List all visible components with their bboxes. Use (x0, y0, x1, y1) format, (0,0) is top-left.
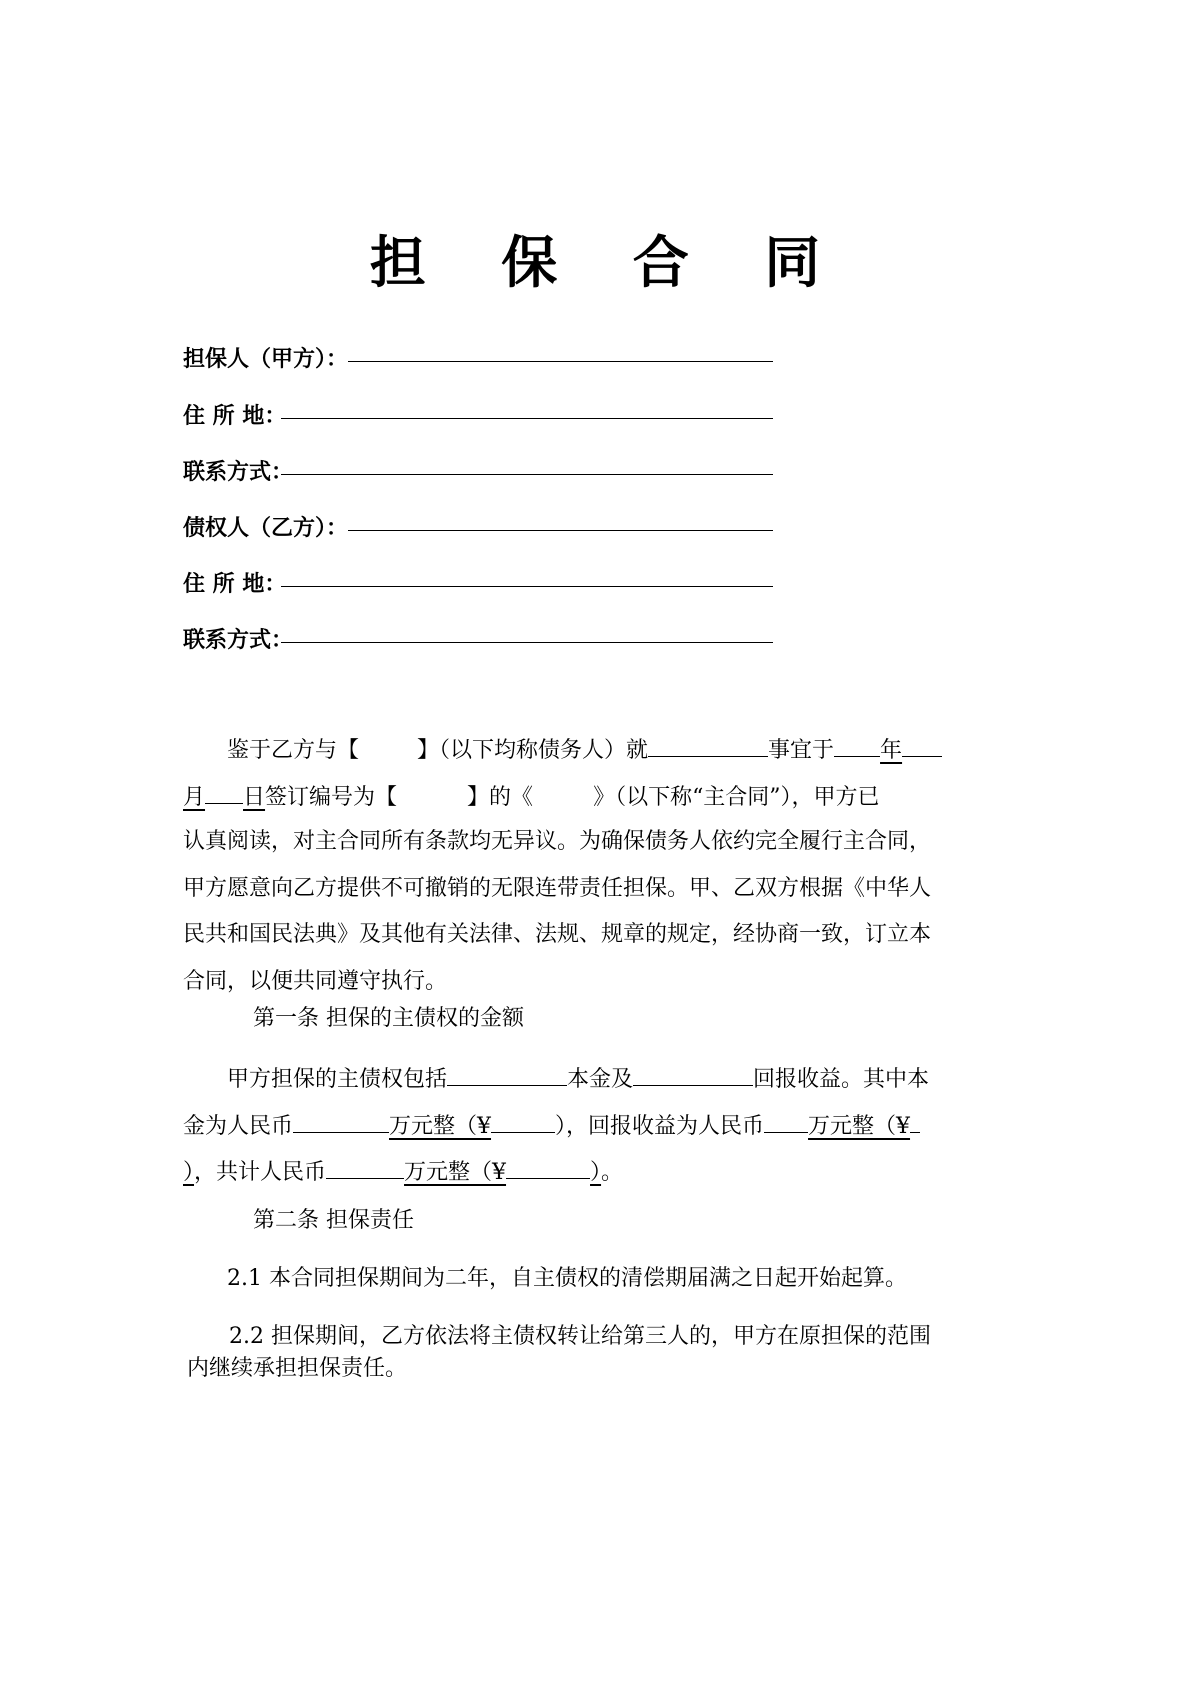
preamble-line-4: 甲方愿意向乙方提供不可撤销的无限连带责任担保。甲、乙双方根据《中华人 (183, 875, 932, 901)
document-title: 担 保 合 同 (369, 230, 849, 296)
article-1-line-1: 甲方担保的主债权包括 本金及 回报收益。其中本 (183, 1055, 1023, 1102)
creditor-contact-row (183, 623, 293, 657)
preamble-paragraph (183, 726, 1023, 1005)
month-blank (205, 773, 243, 804)
preamble-line-2: 月 日签订编号为【 】的《 》（以下称“主合同”），甲方已 (183, 773, 1023, 820)
guarantor-contact-blank (281, 474, 773, 475)
year-blank (834, 726, 880, 757)
preamble-line-5: 民共和国民法典》及其他有关法律、法规、规章的规定，经协商一致，订立本 (183, 922, 932, 947)
article-1-heading: 第一条 担保的主债权的金额 (253, 1006, 524, 1031)
principal-blank (447, 1055, 567, 1086)
article-1-paragraph (183, 1055, 1023, 1195)
creditor-address-label: 住 所 地： (183, 571, 287, 597)
guarantor-blank (348, 361, 773, 362)
creditor-address-row (183, 567, 286, 601)
guarantor-address-blank (281, 418, 773, 419)
principal-amount-blank (293, 1102, 389, 1133)
matter-blank (648, 726, 768, 757)
return-blank (633, 1055, 753, 1086)
article-2-heading: 第二条 担保责任 (253, 1208, 414, 1233)
guarantor-label: 担保人（甲方）： (183, 346, 349, 372)
return-amount-blank (764, 1102, 808, 1133)
clause-2-1: 2.1 本合同担保期间为二年，自主债权的清偿期届满之日起开始起算。 (227, 1266, 907, 1291)
creditor-contact-label: 联系方式： (183, 627, 294, 653)
guarantor-row (183, 342, 348, 376)
creditor-label: 债权人（乙方）： (183, 515, 349, 541)
guarantor-contact-label: 联系方式： (183, 459, 294, 485)
total-amount-blank (326, 1148, 404, 1179)
clause-2-2-line-2: 内继续承担担保责任。 (187, 1356, 408, 1381)
clause-2-2-line-1: 2.2 担保期间，乙方依法将主债权转让给第三人的，甲方在原担保的范围 (229, 1324, 931, 1349)
article-1-line-2: 金为人民币 万元整（¥ ），回报收益为人民币 万元整（¥ (183, 1102, 1023, 1149)
creditor-blank (348, 530, 773, 531)
article-1-line-3: ），共计人民币 万元整（¥ ）。 (183, 1148, 1023, 1195)
creditor-address-blank (281, 586, 773, 587)
creditor-contact-blank (281, 642, 773, 643)
preamble-line-6: 合同，以便共同遵守执行。 (183, 968, 448, 994)
preamble-line-1: 鉴于乙方与【 】（以下均称债务人）就 事宜于 年 (183, 726, 1023, 773)
guarantor-address-label: 住 所 地： (183, 403, 287, 429)
creditor-row (183, 511, 348, 545)
guarantor-address-row (183, 399, 286, 433)
guarantor-contact-row (183, 455, 293, 489)
preamble-line-3: 认真阅读，对主合同所有条款均无异议。为确保债务人依约完全履行主合同， (183, 829, 932, 854)
